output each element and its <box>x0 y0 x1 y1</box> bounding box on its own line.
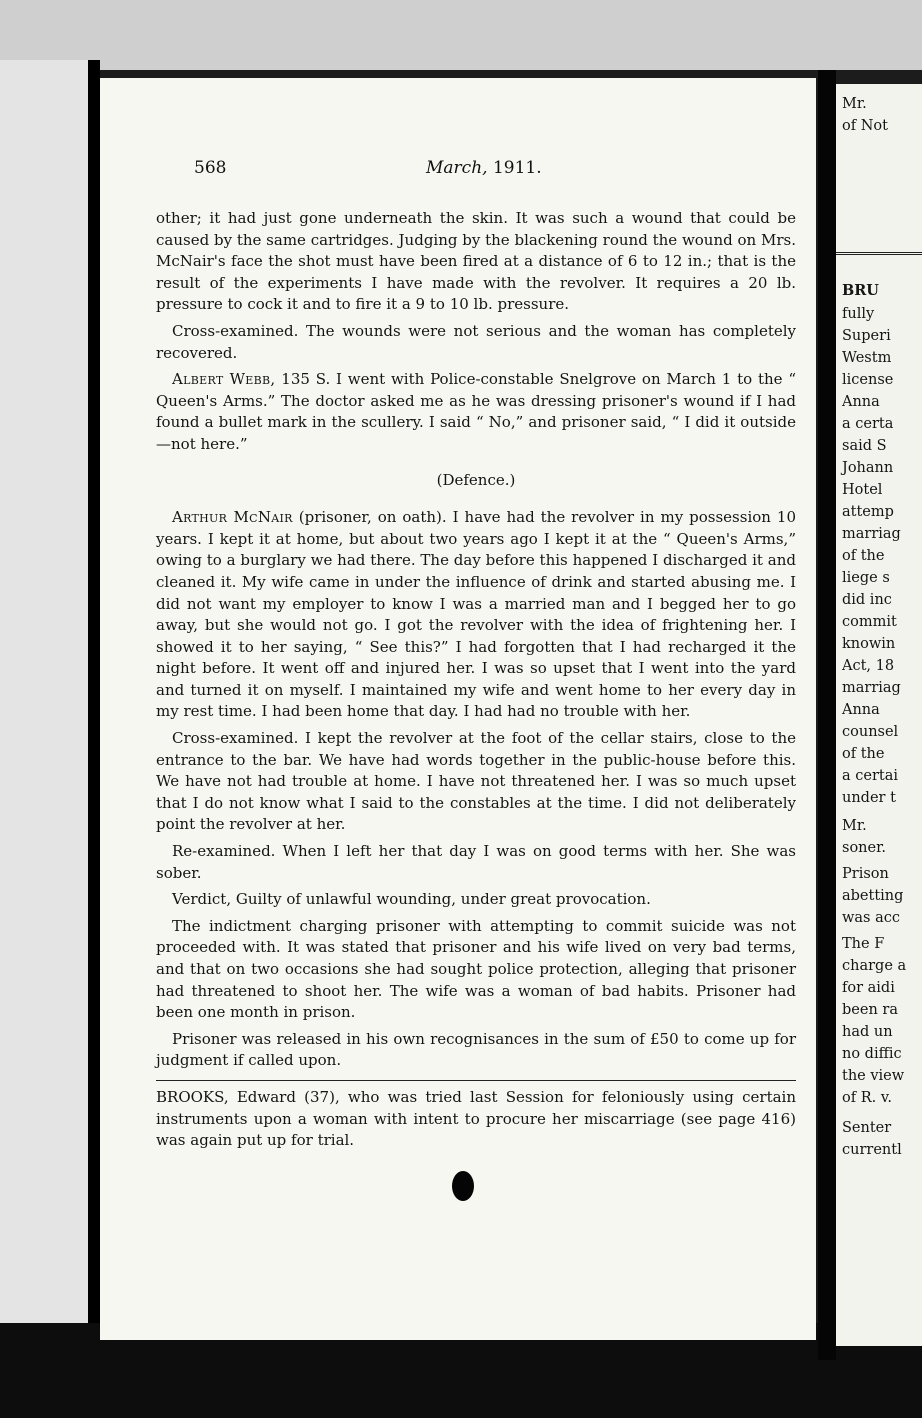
facing-page-fragment: did inc <box>842 592 892 608</box>
paragraph-brooks-case <box>156 1087 796 1152</box>
facing-page <box>836 84 922 1346</box>
scan-left-margin <box>0 60 88 1360</box>
facing-page-fragment: license <box>842 372 894 388</box>
facing-page-fragment: commit <box>842 614 897 630</box>
facing-page-fragment: soner. <box>842 840 887 856</box>
ink-blot <box>452 1171 474 1201</box>
scan-top-border <box>0 0 922 70</box>
header-year: 1911. <box>492 158 542 178</box>
paragraph-verdict: Verdict, Guilty of unlawful wounding, under great provocation. <box>172 890 651 909</box>
facing-page-fragment: said S <box>842 438 887 454</box>
facing-page-fragment: of the <box>842 548 885 564</box>
facing-page-fragment: attemp <box>842 504 894 520</box>
facing-page-fragment: Westm <box>842 350 892 366</box>
defence-heading: (Defence.) <box>436 470 516 489</box>
book-left-edge <box>88 60 100 1360</box>
facing-page-fragment: Prison <box>842 866 889 882</box>
facing-page-fragment: marriag <box>842 526 901 542</box>
paragraph-re-examined: Re-examined. When I left her that day I was on good terms with her. She was sober. <box>156 842 796 882</box>
facing-page-fragment: Mr. <box>842 96 867 112</box>
facing-page-fragment: been ra <box>842 1002 898 1018</box>
paragraph-cross-examined: Cross-examined. The wounds were not serious and the woman has completely recovered. <box>156 321 796 362</box>
facing-page-fragment: Anna <box>842 702 880 718</box>
facing-page-fragment: for aidi <box>842 980 895 996</box>
facing-page-fragment: BRU <box>842 282 879 299</box>
document-page <box>100 78 816 1340</box>
body-text <box>156 208 796 1157</box>
facing-page-fragment: charge a <box>842 958 907 974</box>
facing-page-fragment: abetting <box>842 888 904 904</box>
case-description: (37), who was tried last Session for feloniously using certain instruments upon a woman with intent to procure her miscarriage (see page 416) was again put up for trial. <box>156 1087 796 1150</box>
facing-page-fragment: liege s <box>842 570 890 586</box>
facing-rule <box>836 252 922 255</box>
facing-page-fragment: of R. v. <box>842 1090 892 1106</box>
defendant-name: BROOKS, Edward <box>156 1087 296 1106</box>
facing-page-fragment: Anna <box>842 394 880 410</box>
page-number: 568 <box>194 158 227 178</box>
facing-page-fragment: knowin <box>842 636 896 652</box>
facing-page-fragment: Mr. <box>842 818 867 834</box>
paragraph-albert-webb <box>156 369 796 455</box>
paragraph-arthur-mcnair <box>156 507 796 723</box>
page-header <box>194 158 694 184</box>
book-gutter <box>818 70 836 1360</box>
facing-page-fragment: Senter <box>842 1120 892 1136</box>
facing-page-fragment: the view <box>842 1068 905 1084</box>
paragraph-release: Prisoner was released in his own recognisances in the sum of £50 to come up for judgment if called upon. <box>156 1029 796 1070</box>
paragraph-cross-examined-prisoner: Cross-examined. I kept the revolver at the foot of the cellar stairs, close to the entrance to the bar. We have had words together in the public-house before this. We have not had trouble at home. I have not threatened her. I was so much upset that I do not know what I said to the constables at the time. I did not deliberately point the revolver at her. <box>156 729 796 834</box>
facing-page-fragment: a certai <box>842 768 898 784</box>
header-date <box>426 158 542 178</box>
facing-page-fragment: had un <box>842 1024 893 1040</box>
facing-page-fragment: Act, 18 <box>842 658 895 674</box>
facing-page-fragment: counsel <box>842 724 899 740</box>
facing-page-fragment: fully <box>842 306 875 322</box>
facing-page-fragment: was acc <box>842 910 900 926</box>
facing-page-fragment: currentl <box>842 1142 902 1158</box>
case-divider <box>156 1080 796 1081</box>
paragraph-indictment: The indictment charging prisoner with attempting to commit suicide was not proceeded with. It was stated that prisoner and his wife lived on very bad terms, and that on two occasions she had sought police protection, alleging that prisoner had threatened to shoot her. The wife was a woman of bad habits. Prisoner had been one month in prison. <box>156 916 796 1022</box>
facing-page-fragment: no diffic <box>842 1046 902 1062</box>
facing-page-fragment: marriag <box>842 680 901 696</box>
facing-page-fragment: under t <box>842 790 896 806</box>
header-month: March, <box>426 158 488 178</box>
facing-page-fragment: a certa <box>842 416 894 432</box>
facing-page-fragment: Johann <box>842 460 894 476</box>
facing-page-fragment: Hotel <box>842 482 883 498</box>
facing-page-fragment: Superi <box>842 328 891 344</box>
witness-name: Albert Webb, <box>172 370 276 389</box>
facing-page-fragment: of Not <box>842 118 888 134</box>
paragraph-testimony-continued: other; it had just gone underneath the skin. It was such a wound that could be caused by the same cartridges. Judging by the blackening round the wound on Mrs. McNair's face the shot must have been fired at a distance of 6 to 12 in.; that is the result of the experiments I have made with the revolver. It requires a 20 lb. pressure to cock it and to fire it a 9 to 10 lb. pressure. <box>156 209 796 314</box>
prisoner-name: Arthur McNair <box>172 508 293 527</box>
witness-testimony: 135 S. I went with Police-constable Snelgrove on March 1 to the “ Queen's Arms.” The doctor asked me as he was dressing prisoner's wound if I had found a bullet mark in the scullery. I said “ No,” and prisoner said, “ I did it outside—not here.” <box>156 370 796 453</box>
facing-page-fragment: of the <box>842 746 885 762</box>
facing-page-fragment: The F <box>842 936 885 952</box>
prisoner-testimony: (prisoner, on oath). I have had the revolver in my possession 10 years. I kept it at home, but about two years ago I kept it at the “ Queen's Arms,” owing to a burglary we had there. The day before this happened I discharged it and cleaned it. My wife came in under the influence of drink and started abusing me. I did not want my employer to know I was a married man and I begged her to go away, but she would not go. I got the revolver with the idea of frightening her. I showed it to her saying, “ See this?” I had forgotten that I had recharged it the night before. It went off and injured her. I was so upset that I went into the yard and turned it on myself. I maintained my wife and went home to her every day in my rest time. I had been home that day. I had had no trouble with her. <box>156 508 796 721</box>
